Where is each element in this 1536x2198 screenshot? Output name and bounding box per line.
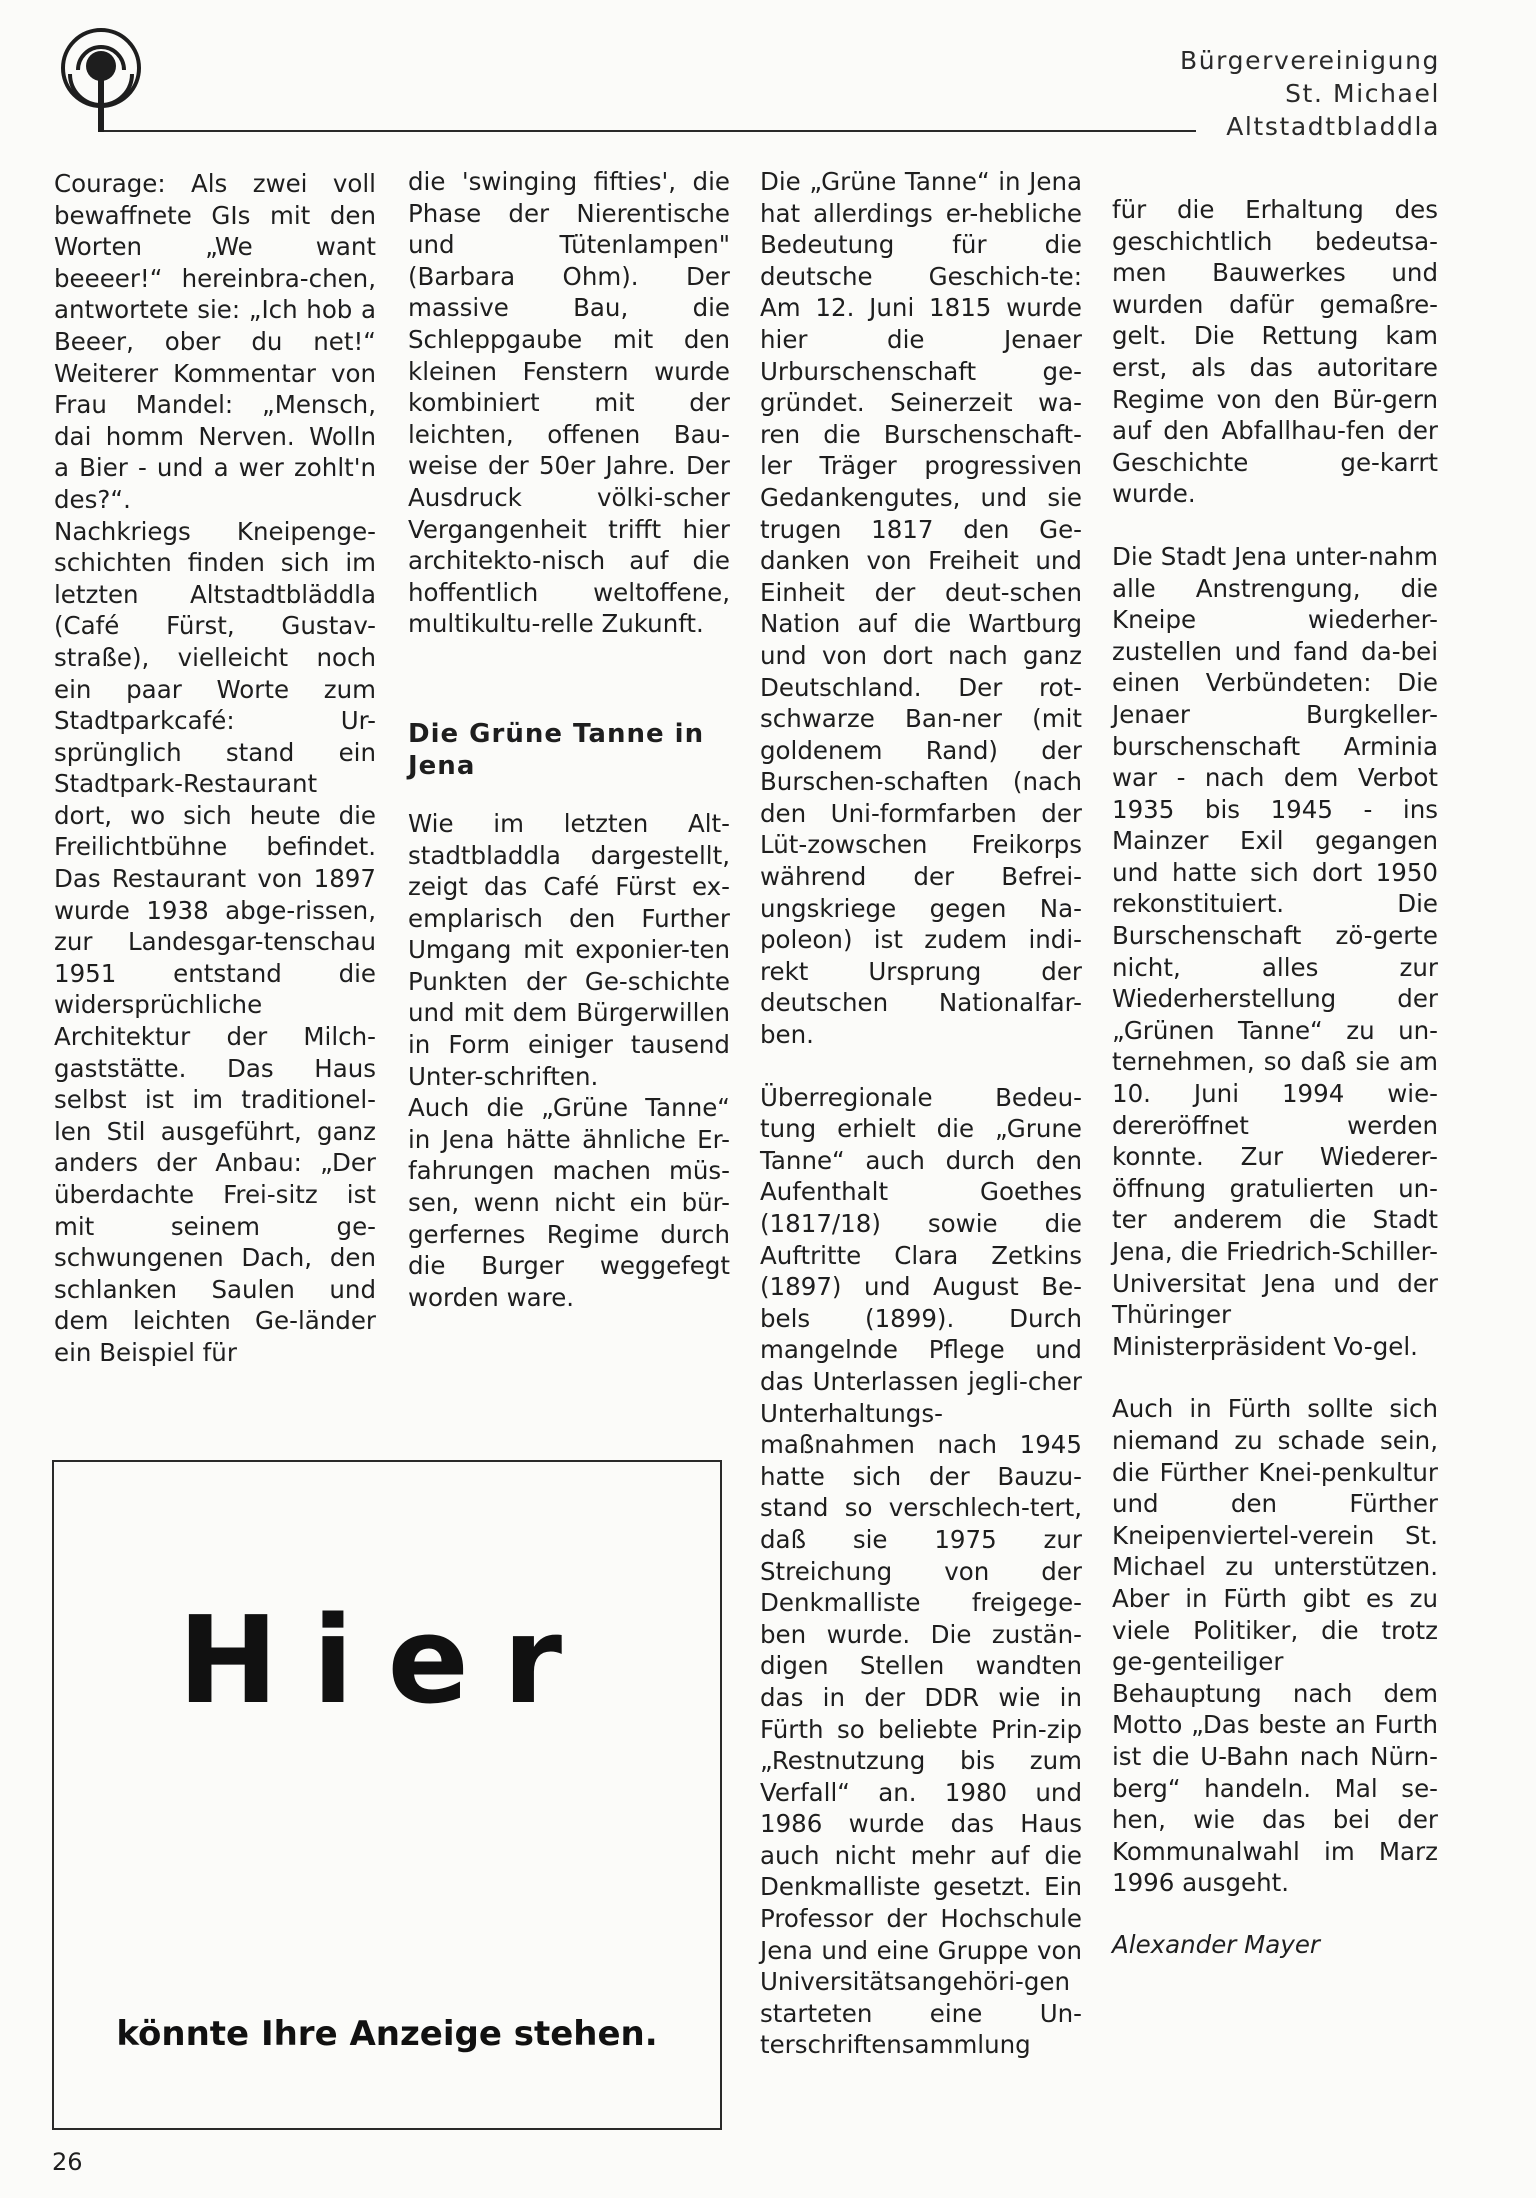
paragraph: Auch die „Grüne Tanne“ in Jena hätte ähnliche Er-fahrungen machen müs-sen, wenn nicht ein bür-gerfernes Regime durch die Burger weggefegt worden ware. [408, 1093, 730, 1312]
article-column-1 [54, 168, 376, 1369]
advertisement-box [52, 1460, 722, 2130]
paragraph: Überregionale Bedeu-tung erhielt die „Grune Tanne“ auch durch den Aufenthalt Goethes (1817/18) sowie die Auftritte Clara Zetkins (1897) und August Be-bels (1899). Durch mangelnde Pflege und das Unterlassen jegli-cher Unterhaltungs-maßnahmen nach 1945 hatte sich der Bauzu-stand so verschlech-tert, daß sie 1975 zur Streichung von der Denkmalliste freigege-ben wurde. Die zustän-digen Stellen wandten das in der DDR wie in Fürth so beliebte Prin-zip „Restnutzung bis zum Verfall“ an. 1980 und 1986 wurde das Haus auch nicht mehr auf die Denkmalliste gesetzt. Ein Professor der Hochschule Jena und eine Gruppe von Universitätsangehöri-gen starteten eine Un-terschriftensammlung [760, 1082, 1082, 2060]
article-column-2 [408, 166, 730, 1313]
header-line-2: St. Michael [1285, 79, 1440, 108]
paragraph: Die „Grüne Tanne“ in Jena hat allerdings er-hebliche Bedeutung für die deutsche Geschich-te: Am 12. Juni 1815 wurde hier die Jenaer Urburschenschaft ge-gründet. Seinerzeit wa-ren die Burschenschaft-ler Träger progressiven Gedankengutes, und sie trugen 1817 den Ge-danken von Freiheit und Einheit der deut-schen Nation auf die Wartburg und von dort nach ganz Deutschland. Der rot-schwarze Ban-ner (mit goldenem Rand) der Burschen-schaften (nach den Uni-formfarben der Lüt-zowschen Freikorps während der Befrei-ungskriege gegen Na-poleon) ist zudem indi-rekt Ursprung der deutschen Nationalfar-ben. [760, 167, 1082, 1050]
page-number: 26 [52, 2148, 83, 2176]
header-publisher [1180, 44, 1440, 143]
ad-tagline: könnte Ihre Anzeige stehen. [116, 2014, 658, 2054]
article-column-4 [1112, 194, 1438, 1960]
paragraph: Wie im letzten Alt-stadtbladdla dargestellt, zeigt das Café Fürst ex-emplarisch den Further Umgang mit exponier-ten Punkten der Ge-schichte und mit dem Bürgerwillen in Form einiger tausend Unter-schriften. [408, 808, 730, 1091]
paragraph: Auch in Fürth sollte sich niemand zu schade sein, die Fürther Knei-penkultur und den Fürther Kneipenviertel-verein St. Michael zu unterstützen. Aber in Fürth gibt es zu viele Politiker, die trotz ge-genteiliger Behauptung nach dem Motto „Das beste an Furth ist die U-Bahn nach Nürn-berg“ handeln. Mal se-hen, wie das bei der Kommunalwahl im Marz 1996 ausgeht. [1112, 1394, 1438, 1898]
paragraph: Nachkriegs Kneipenge-schichten finden sich im letzten Altstadtbläddla (Café Fürst, Gustav-straße), vielleicht noch ein paar Worte zum Stadtparkcafé: Ur-sprünglich stand ein Stadtpark-Restaurant dort, wo sich heute die Freilichtbühne befindet. Das Restaurant von 1897 wurde 1938 abge-rissen, zur Landesgar-tenschau 1951 entstand die widersprüchliche Architektur der Milch-gaststätte. Das Haus selbst ist im traditionel-len Stil ausgeführt, ganz anders der Anbau: „Der überdachte Frei-sitz ist mit seinem ge-schwungenen Dach, den schlanken Saulen und dem leichten Ge-länder ein Beispiel für [54, 516, 376, 1367]
section-heading: Die Grüne Tanne in Jena [408, 718, 705, 781]
paragraph: für die Erhaltung des geschichtlich bedeutsa-men Bauwerkes und wurden dafür gemaßre-gelt. Die Rettung kam erst, als das autoritare Regime von den Bür-gern auf den Abfallhau-fen der Geschichte ge-karrt wurde. [1112, 195, 1438, 509]
paragraph: Die Stadt Jena unter-nahm alle Anstrengung, die Kneipe wiederher-zustellen und fand da-bei einen Verbündeten: Die Jenaer Burgkeller-burschenschaft Arminia war - nach dem Verbot 1935 bis 1945 - ins Mainzer Exil gegangen und hatte sich dort 1950 rekonstituiert. Die Burschenschaft zö-gerte nicht, alles zur Wiederherstellung der „Grünen Tanne“ zu un-ternehmen, so daß sie am 10. Juni 1994 wie-dereröffnet werden konnte. Zur Wiederer-öffnung gratulierten un-ter anderem die Stadt Jena, die Friedrich-Schiller-Universitat Jena und der Thüringer Ministerpräsident Vo-gel. [1112, 541, 1438, 1361]
bürgervereinigung-logo-icon [56, 26, 146, 134]
header-line-3: Altstadtbladdla [1226, 112, 1440, 141]
paragraph: die 'swinging fifties', die Phase der Nierentische und Tütenlampen" (Barbara Ohm). Der massive Bau, die Schleppgaube mit den kleinen Fenstern wurde kombiniert mit der leichten, offenen Bau-weise der 50er Jahre. Der Ausdruck völki-scher Vergangenheit trifft hier architekto-nisch auf die hoffentlich weltoffene, multikultu-relle Zukunft. [408, 167, 730, 639]
ad-headline: Hier [177, 1592, 597, 1731]
header-rule [104, 130, 1196, 132]
article-column-3 [760, 166, 1082, 2061]
paragraph: Courage: Als zwei voll bewaffnete GIs mit den Worten „We want beeeer!“ hereinbra-chen, antwortete sie: „Ich hob a Beeer, ober du net!“ Weiterer Kommentar von Frau Mandel: „Mensch, dai homm Nerven. Wolln a Bier - und a wer zohlt'n des?“. [54, 169, 376, 514]
author-signature: Alexander Mayer [1112, 1929, 1320, 1959]
header-line-1: Bürgervereinigung [1179, 46, 1440, 75]
